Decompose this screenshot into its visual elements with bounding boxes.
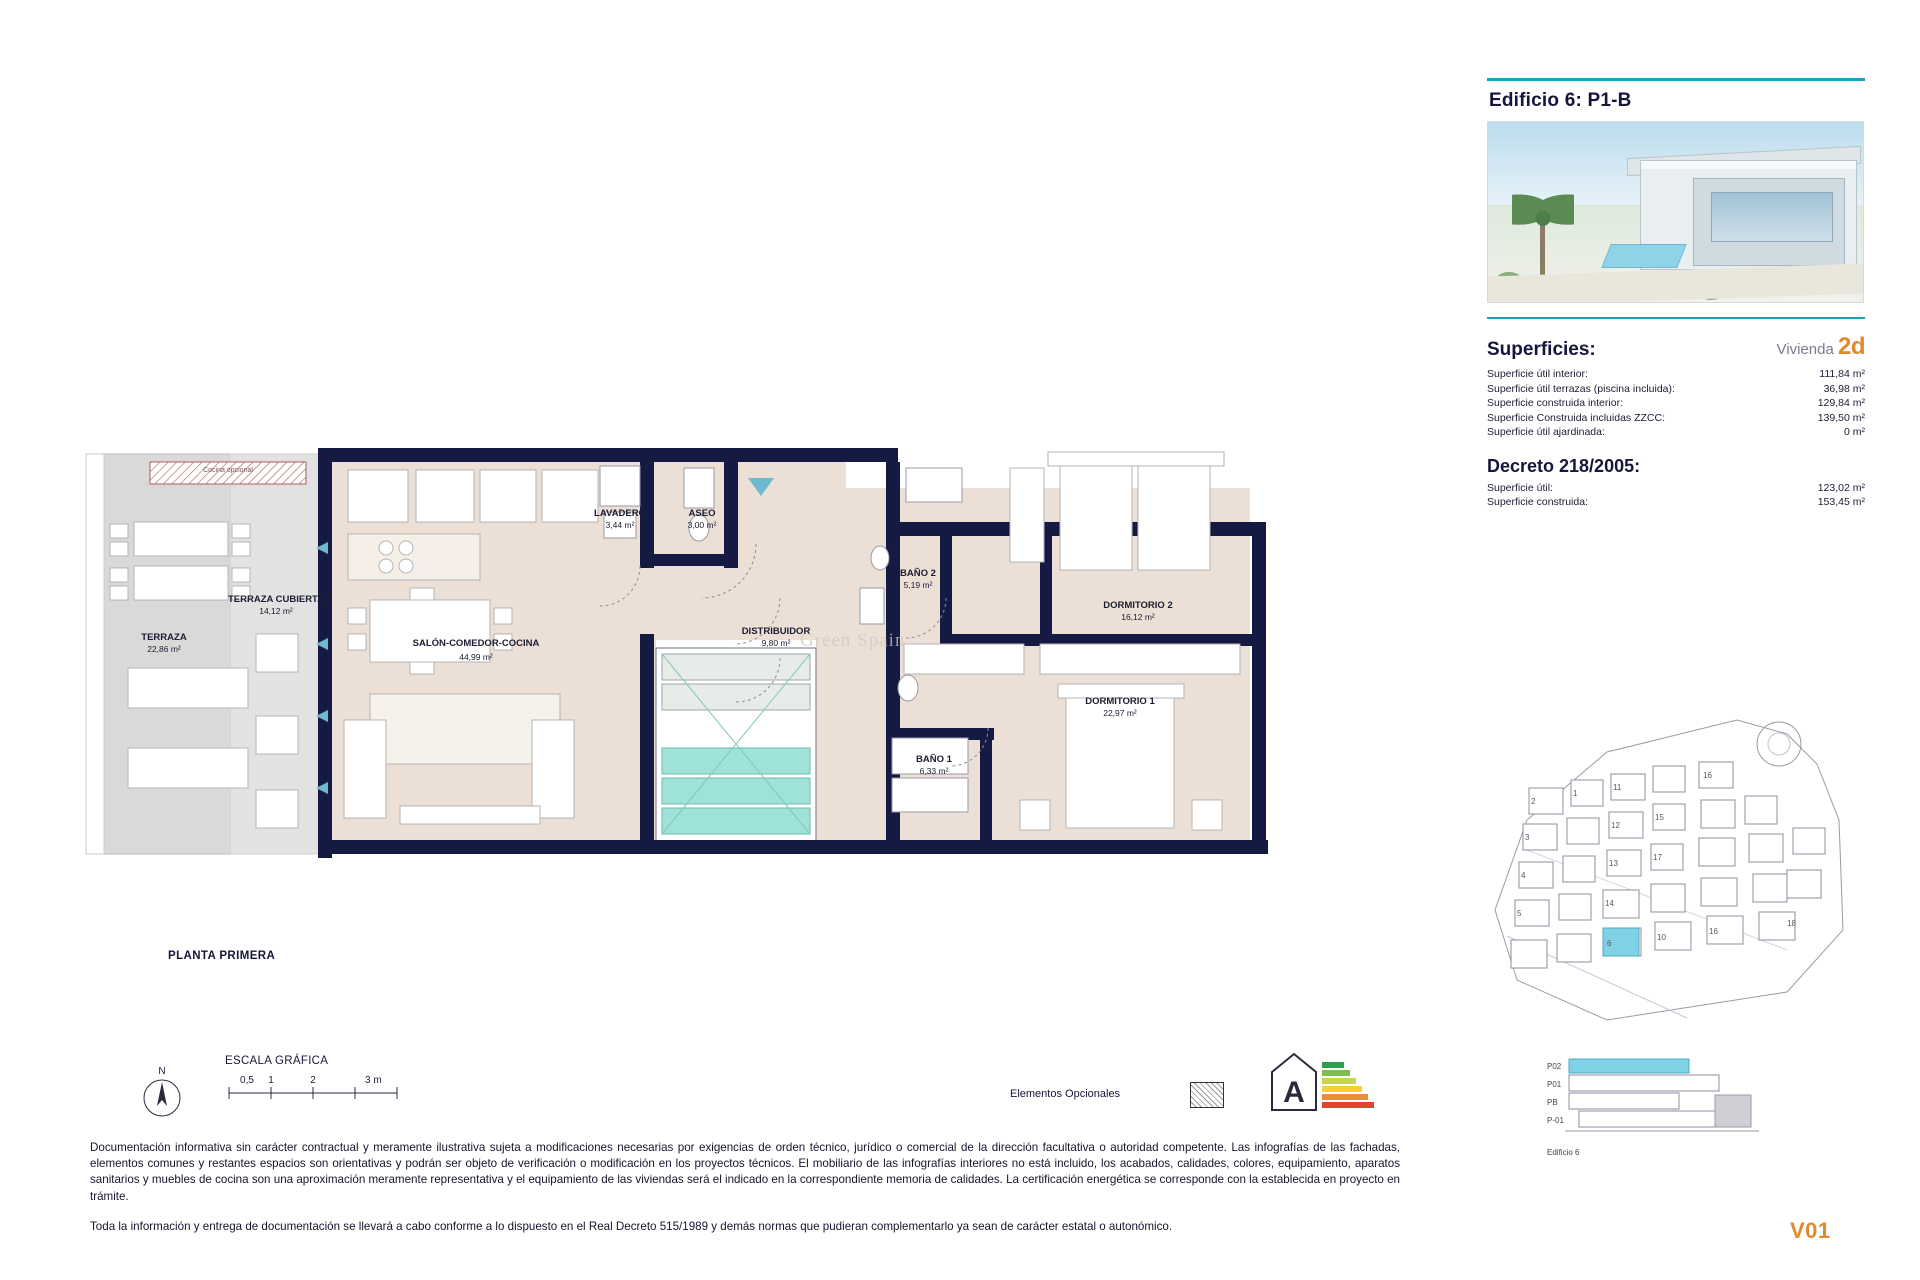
floor-level-label: PLANTA PRIMERA: [168, 950, 276, 962]
decreto-value: 153,45 m²: [1817, 496, 1865, 508]
room-area: 6,33 m²: [919, 766, 949, 776]
surface-row: [1487, 411, 1865, 426]
room-area: 22,86 m²: [147, 644, 181, 654]
panel-top-rule: [1487, 78, 1865, 81]
svg-text:10: 10: [1657, 933, 1666, 942]
vivienda-label: Vivienda: [1776, 341, 1834, 358]
scale-tick: 1: [268, 1075, 274, 1086]
floor-plan-svg: [80, 448, 1460, 928]
surfaces-header: [1487, 333, 1865, 361]
decreto-row: [1487, 481, 1865, 496]
surface-value: 111,84 m²: [1819, 368, 1865, 380]
energy-letter: A: [1283, 1076, 1305, 1109]
room-area: 22,97 m²: [1103, 708, 1137, 718]
room-label: LAVADERO: [594, 508, 646, 519]
decreto-label: Superficie útil:: [1487, 481, 1553, 494]
svg-text:5: 5: [1517, 909, 1522, 918]
room-label: DORMITORIO 1: [1085, 696, 1155, 707]
svg-text:6: 6: [1607, 939, 1612, 948]
optional-elements-swatch: [1190, 1082, 1224, 1108]
svg-text:15: 15: [1655, 813, 1664, 822]
room-label: TERRAZA: [141, 632, 187, 643]
site-map-svg: [1487, 700, 1865, 1030]
optional-elements-label: Elementos Opcionales: [1010, 1088, 1121, 1100]
svg-text:18: 18: [1787, 919, 1796, 928]
render-glass-facade: [1711, 192, 1833, 242]
info-panel: [1487, 78, 1865, 510]
surface-label: Superficie construida interior:: [1487, 397, 1623, 409]
elevation-svg: [1545, 1055, 1775, 1165]
legal-paragraph-2: Toda la información y entrega de documentación se llevará a cabo conforme a lo dispuesto en el Real Decreto 515/1989 y demás normas que pudieran complementarlo ya sean de carácter estatal o autonómico.: [90, 1219, 1173, 1233]
surface-value: 129,84 m²: [1817, 397, 1865, 409]
room-label: TERRAZA CUBIERTA: [227, 594, 325, 605]
svg-text:12: 12: [1611, 821, 1620, 830]
elevation-caption: Edificio 6: [1547, 1148, 1580, 1157]
surface-value: 0 m²: [1844, 426, 1865, 438]
scale-bar: [225, 1067, 415, 1107]
room-area: 3,44 m²: [605, 520, 635, 530]
svg-text:3: 3: [1525, 833, 1530, 842]
surface-row: [1487, 367, 1865, 382]
room-area: 5,19 m²: [903, 580, 933, 590]
surface-label: Superficie Construida incluidas ZZCC:: [1487, 411, 1665, 424]
room-label: BAÑO 1: [916, 754, 952, 765]
room-label: SALÓN-COMEDOR-COCINA: [412, 638, 540, 649]
svg-text:16: 16: [1703, 771, 1712, 780]
legal-disclaimer: [90, 1140, 1400, 1249]
north-label: N: [158, 1066, 166, 1077]
room-label: DORMITORIO 2: [1103, 600, 1173, 611]
svg-text:16: 16: [1709, 927, 1718, 936]
elevation-level-label: PB: [1547, 1098, 1558, 1107]
watermark: Green Spain: [800, 630, 906, 651]
render-pool: [1601, 244, 1687, 268]
svg-text:11: 11: [1613, 783, 1622, 792]
surfaces-title: Superficies:: [1487, 339, 1596, 360]
staircase: [656, 648, 816, 846]
elevation-level-label: P-01: [1547, 1116, 1564, 1125]
vivienda-type: [1777, 333, 1865, 361]
elevation-level-label: P01: [1547, 1080, 1562, 1089]
surface-label: Superficie útil terrazas (piscina incluida):: [1487, 382, 1675, 395]
optional-kitchen-label: Cocina opcional: [203, 467, 253, 474]
room-label: BAÑO 2: [900, 568, 936, 579]
scale-title: ESCALA GRÁFICA: [225, 1055, 329, 1067]
graphic-scale: [225, 1055, 415, 1112]
decreto-row: [1487, 495, 1865, 510]
surface-label: Superficie útil ajardinada:: [1487, 426, 1605, 438]
surface-row: [1487, 425, 1865, 440]
surface-row: [1487, 396, 1865, 411]
surfaces-list: [1487, 367, 1865, 440]
elevation-level-label: P02: [1547, 1062, 1562, 1071]
svg-text:13: 13: [1609, 859, 1618, 868]
decreto-value: 123,02 m²: [1817, 481, 1865, 494]
surface-row: [1487, 382, 1865, 397]
decreto-title: Decreto 218/2005:: [1487, 455, 1641, 476]
svg-text:2: 2: [1531, 797, 1536, 806]
floor-plan: [80, 448, 1460, 928]
north-compass: [132, 1060, 192, 1120]
surfaces-rule: [1487, 317, 1865, 319]
svg-text:14: 14: [1605, 899, 1614, 908]
room-area: 16,12 m²: [1121, 612, 1155, 622]
room-label: ASEO: [688, 508, 716, 519]
surface-value: 36,98 m²: [1823, 382, 1865, 395]
energy-rating-badge: [1268, 1052, 1378, 1114]
scale-tick: 3 m: [365, 1075, 382, 1086]
scale-tick: 0,5: [240, 1075, 254, 1086]
exterior-render-image: [1487, 121, 1864, 303]
room-area: 14,12 m²: [259, 606, 293, 616]
room-area: 44,99 m²: [459, 652, 493, 662]
palm-tree-icon: [1512, 192, 1574, 236]
decreto-list: [1487, 481, 1865, 510]
room-label: DISTRIBUIDOR: [741, 626, 811, 637]
svg-text:4: 4: [1521, 871, 1526, 880]
site-map: [1487, 700, 1865, 1030]
sheet-version: V01: [1790, 1218, 1831, 1243]
legal-paragraph-1: Documentación informativa sin carácter contractual y meramente ilustrativa sujeta a modificaciones necesarias por exigencias de orden técnico, jurídico o comercial de la dirección facultativa o autoridad competente. Las infografías de las fachadas, elementos comunes y restantes espacios son orientativas y podrán ser objeto de verificación o modificación en los proyectos técnicos. El mobiliario de las infografías interiores no está incluido, los acabados, calidades, colores, equipamiento, aparatos sanitarios y muebles de cocina son una aproximación meramente representativa y el equipamiento de las viviendas será el indicado en la correspondiente memoria de calidades. La certificación energética se corresponde con la establecida en proyecto en trámite.: [90, 1141, 1400, 1203]
vivienda-code: 2d: [1837, 333, 1865, 360]
surface-label: Superficie útil interior:: [1487, 368, 1588, 380]
room-area: 3,00 m²: [687, 520, 717, 530]
decreto-label: Superficie construida:: [1487, 496, 1588, 508]
panel-title: Edificio 6: P1-B: [1489, 90, 1632, 111]
building-elevation: [1545, 1055, 1775, 1165]
svg-text:17: 17: [1653, 853, 1662, 862]
svg-text:1: 1: [1573, 789, 1578, 798]
scale-tick: 2: [310, 1075, 316, 1086]
surface-value: 139,50 m²: [1817, 411, 1865, 424]
room-area: 9,80 m²: [761, 638, 791, 648]
